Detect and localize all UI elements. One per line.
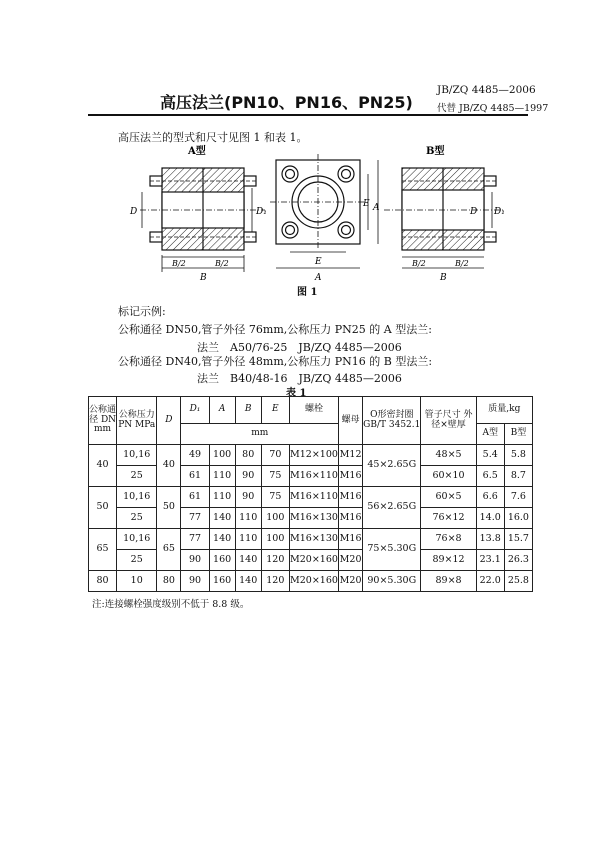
table-row: 80 10 80 90 160 140 120 M20×160 M20 90×5.30G 89×8 22.0 25.8 [89,571,533,592]
flange-drawing [120,140,510,285]
front-view [270,154,378,268]
header-unit: mm [181,424,339,445]
dim-b-a: B [200,273,207,283]
header-pipe: 管子尺寸 外径×壁厚 [421,397,476,445]
replaces-standard: 代替 JB/ZQ 4485—1997 [437,103,549,114]
type-b-section [384,168,505,268]
header-mass-a: A型 [476,424,504,445]
example-heading: 标记示例: [118,305,166,318]
dim-b2-b-right: B/2 [455,259,469,268]
dim-d-a: D [130,207,138,217]
flange-spec-table [88,396,533,592]
dim-e-vertical: E [363,199,370,209]
dim-b2-a-left: B/2 [172,259,186,268]
dim-b-b: B [440,273,447,283]
header-dn: 公称通径 DN mm [89,397,117,445]
header-e: E [261,397,289,424]
standard-number: JB/ZQ 4485—2006 [437,84,536,96]
header-pn: 公称压力 PN MPa [117,397,157,445]
dim-d-b: D [470,207,478,217]
header-mass: 质量,kg [476,397,532,424]
header-nut: 螺母 [339,397,363,445]
header-rule [88,114,528,116]
type-a-section [140,168,265,272]
table-row: 25 77 140 110 100 M16×130 M16 76×12 14.0 16.0 [89,508,533,529]
dim-d1-b: D₁ [494,207,505,217]
dim-b2-a-right: B/2 [215,259,229,268]
table-row: 25 61 110 90 75 M16×110 M16 60×10 6.5 8.7 [89,466,533,487]
dim-a-horizontal: A [315,273,322,283]
header-bolt: 螺栓 [289,397,338,424]
header-oring: O形密封圈 GB/T 3452.1 [363,397,421,445]
figure-caption: 图 1 [297,287,318,298]
example-mark-2: 法兰 B40/48-16 JB/ZQ 4485—2006 [197,372,402,385]
dim-d1-a: D₁ [256,207,267,217]
table-row: 50 10,16 50 61 110 90 75 M16×110 M16 56×2.65G 60×5 6.6 7.6 [89,487,533,508]
header-a: A [209,397,235,424]
label-type-a: A型 [188,146,206,157]
header-mass-b: B型 [504,424,532,445]
table-caption: 表 1 [286,388,307,399]
table-row: 65 10,16 65 77 140 110 100 M16×130 M16 75×5.30G 76×8 13.8 15.7 [89,529,533,550]
table-note: 注:连接螺栓强度级别不低于 8.8 级。 [92,599,250,610]
dim-b2-b-left: B/2 [412,259,426,268]
table-row: 40 10,16 40 49 100 80 70 M12×100 M12 45×2.65G 48×5 5.4 5.8 [89,445,533,466]
header-d1: D₁ [181,397,209,424]
header-b: B [235,397,261,424]
dim-a-vertical: A [373,203,380,213]
example-line-2: 公称通径 DN40,管子外径 48mm,公称压力 PN16 的 B 型法兰: [118,355,433,368]
page-title: 高压法兰(PN10、PN16、PN25) [160,93,413,112]
intro-text: 高压法兰的型式和尺寸见图 1 和表 1。 [118,131,308,144]
header-d: D [157,397,181,445]
example-mark-1: 法兰 A50/76-25 JB/ZQ 4485—2006 [197,341,402,354]
example-line-1: 公称通径 DN50,管子外径 76mm,公称压力 PN25 的 A 型法兰: [118,323,432,336]
label-type-b: B型 [426,146,445,157]
table-row: 25 90 160 140 120 M20×160 M20 89×12 23.1 26.3 [89,550,533,571]
dim-e: E [315,257,322,267]
